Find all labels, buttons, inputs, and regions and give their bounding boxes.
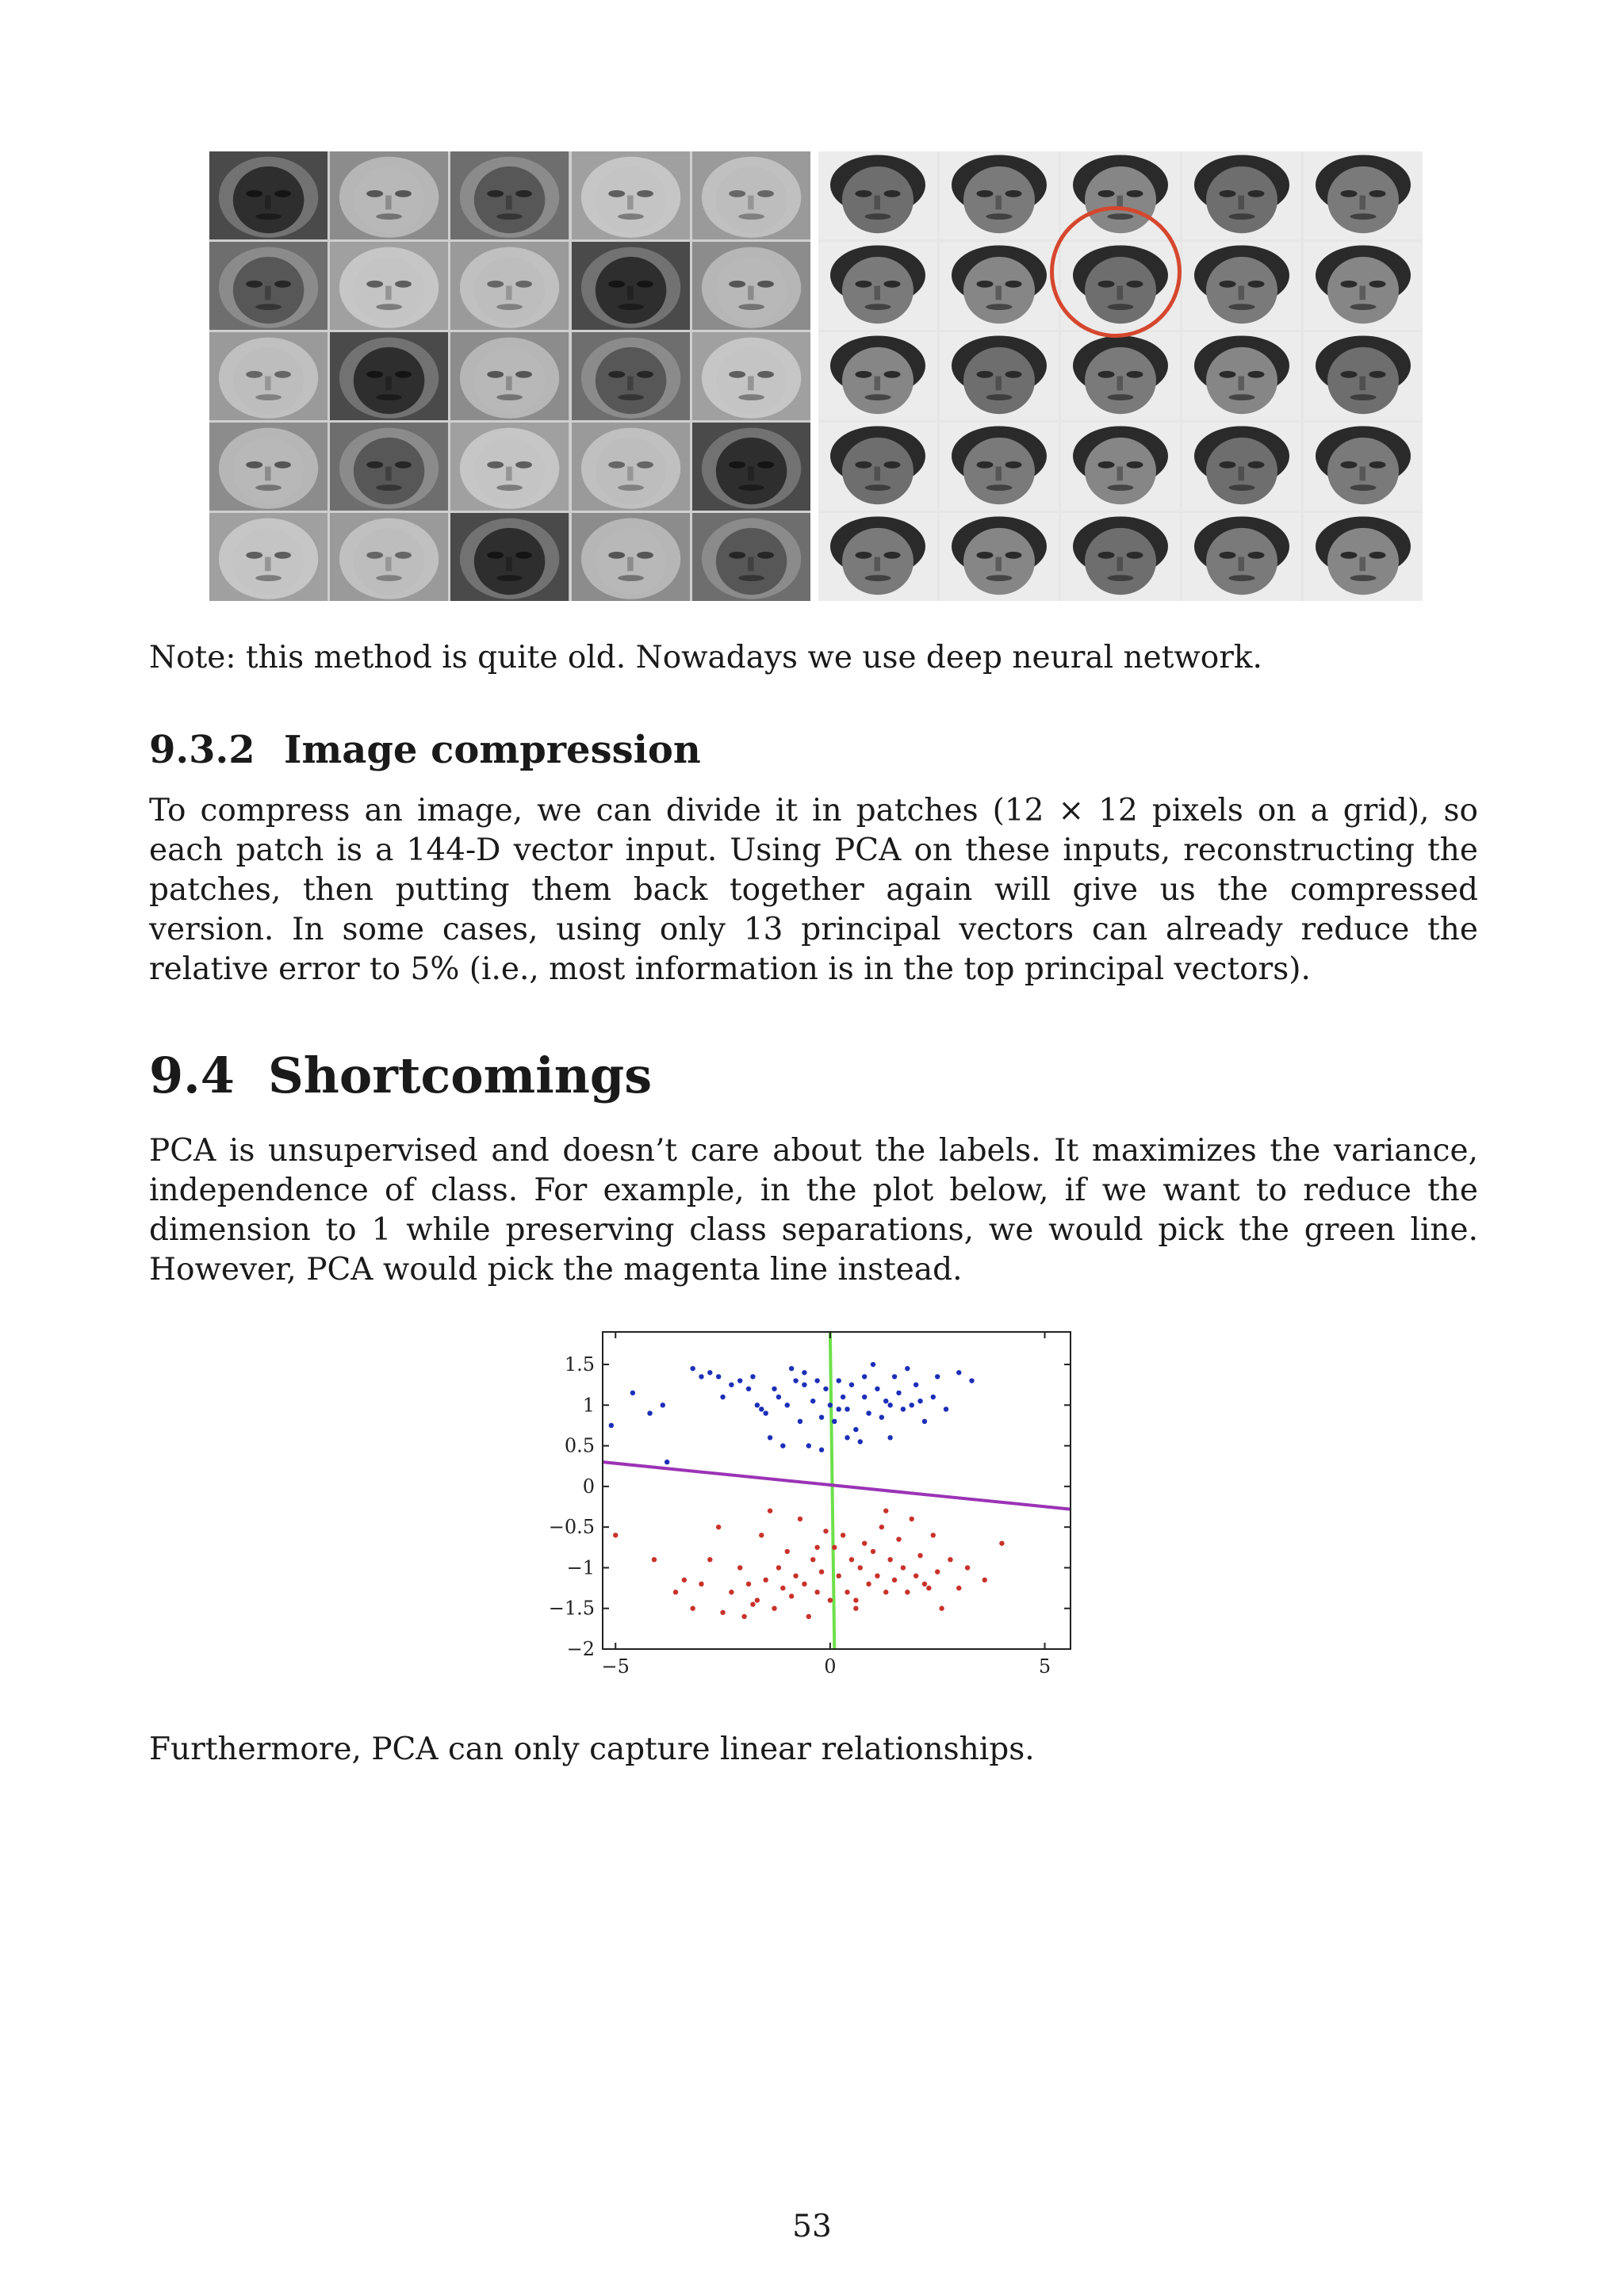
red-data-point xyxy=(845,1590,849,1594)
blue-data-point xyxy=(707,1370,712,1375)
blue-data-point xyxy=(768,1435,772,1440)
blue-data-point xyxy=(699,1374,703,1379)
red-data-point xyxy=(896,1536,901,1541)
eigenface-cell xyxy=(572,423,690,511)
section-title: Shortcomings xyxy=(268,1047,653,1104)
red-data-point xyxy=(793,1573,798,1578)
red-data-point xyxy=(772,1606,776,1611)
reconstructed-face-cell xyxy=(940,242,1059,330)
blue-data-point xyxy=(759,1406,764,1411)
blue-data-point xyxy=(845,1435,849,1440)
blue-data-point xyxy=(883,1399,888,1403)
reconstructed-face-cell xyxy=(818,513,937,601)
reconstructed-face-cell xyxy=(1182,513,1301,601)
blue-data-point xyxy=(802,1382,806,1387)
red-data-point xyxy=(806,1614,811,1619)
blue-data-point xyxy=(690,1366,695,1371)
reconstructed-face-cell xyxy=(1304,513,1423,601)
y-tick-label: 1.5 xyxy=(564,1353,595,1376)
red-data-point xyxy=(931,1533,936,1537)
y-tick-label: 0.5 xyxy=(564,1434,595,1457)
red-data-point xyxy=(729,1590,733,1594)
eigenface-cell xyxy=(450,332,569,420)
red-data-point xyxy=(910,1517,914,1521)
red-data-point xyxy=(780,1586,785,1590)
eigenface-cell xyxy=(572,332,690,420)
shortcomings-paragraph: PCA is unsupervised and doesn’t care about the labels. It maximizes the variance, independence of class. For example, in the plot below, if we want to reduce the dimension to 1 while preserving class separations, we would pick the green line. However, PCA would pick the magenta line instead. xyxy=(149,1133,1478,1288)
y-tick-label: 1 xyxy=(582,1394,595,1417)
eigenface-cell xyxy=(692,332,810,420)
blue-data-point xyxy=(837,1378,841,1383)
red-data-point xyxy=(785,1549,790,1554)
red-data-point xyxy=(707,1557,712,1562)
note-paragraph: Note: this method is quite old. Nowadays we use deep neural network. xyxy=(149,640,1262,675)
section-heading-shortcomings xyxy=(149,1047,652,1104)
highlight-circle xyxy=(1050,206,1182,338)
reconstructed-face-cell xyxy=(818,423,937,511)
blue-data-point xyxy=(750,1374,755,1379)
eigenface-cell xyxy=(692,242,810,330)
reconstructed-face-cell xyxy=(940,423,1059,511)
red-data-point xyxy=(776,1565,781,1570)
reconstructed-face-cell xyxy=(1061,513,1180,601)
eigenface-cell xyxy=(209,513,327,601)
blue-data-point xyxy=(910,1402,914,1407)
blue-data-point xyxy=(935,1374,940,1379)
eigenface-cell xyxy=(330,332,448,420)
red-data-point xyxy=(965,1565,970,1570)
red-data-point xyxy=(682,1578,687,1582)
eigenface-cell xyxy=(330,151,448,239)
red-data-point xyxy=(866,1582,871,1586)
eigenface-cell xyxy=(572,513,690,601)
y-tick-label: 0 xyxy=(582,1475,595,1498)
blue-data-point xyxy=(647,1410,652,1415)
red-data-point xyxy=(871,1549,875,1554)
red-data-point xyxy=(819,1569,824,1574)
blue-data-point xyxy=(828,1402,833,1407)
blue-data-point xyxy=(956,1370,961,1375)
reconstructed-face-cell xyxy=(818,242,937,330)
blue-data-point xyxy=(793,1378,798,1383)
reconstructed-face-cell xyxy=(1182,332,1301,420)
red-data-point xyxy=(892,1578,897,1582)
red-data-point xyxy=(914,1573,918,1578)
red-data-point xyxy=(935,1569,940,1574)
blue-data-point xyxy=(776,1395,781,1399)
eigenface-cell xyxy=(330,242,448,330)
eigenfaces-grid xyxy=(209,151,810,601)
red-data-point xyxy=(673,1590,678,1594)
eigenface-cell xyxy=(330,423,448,511)
reconstructed-face-cell xyxy=(1061,332,1180,420)
red-data-point xyxy=(832,1545,837,1550)
reconstructed-face-cell xyxy=(1182,423,1301,511)
reconstructed-face-cell xyxy=(940,513,1059,601)
blue-data-point xyxy=(892,1374,897,1379)
red-data-point xyxy=(956,1586,961,1590)
eigenface-cell xyxy=(450,242,569,330)
blue-data-point xyxy=(871,1362,875,1367)
blue-data-point xyxy=(716,1374,721,1379)
blue-data-point xyxy=(862,1374,867,1379)
red-data-point xyxy=(823,1529,828,1533)
blue-data-point xyxy=(789,1366,794,1371)
blue-data-point xyxy=(931,1395,936,1399)
red-data-point xyxy=(939,1606,944,1611)
eigenface-cell xyxy=(692,423,810,511)
blue-data-point xyxy=(823,1387,828,1391)
blue-data-point xyxy=(665,1460,669,1464)
red-data-point xyxy=(750,1601,755,1606)
blue-data-point xyxy=(785,1402,790,1407)
reconstructed-face-cell xyxy=(1304,423,1423,511)
furthermore-paragraph: Furthermore, PCA can only capture linear relationships. xyxy=(149,1732,1035,1767)
red-data-point xyxy=(999,1540,1004,1545)
eigenface-cell xyxy=(692,513,810,601)
section-title: Image compression xyxy=(284,728,701,772)
section-heading-image-compression xyxy=(149,728,701,772)
blue-data-point xyxy=(849,1382,854,1387)
red-data-point xyxy=(948,1557,952,1562)
red-data-point xyxy=(828,1598,833,1602)
red-data-point xyxy=(814,1545,819,1550)
blue-data-point xyxy=(819,1448,824,1452)
red-data-point xyxy=(789,1594,794,1598)
blue-data-point xyxy=(661,1402,665,1407)
blue-data-point xyxy=(841,1395,845,1399)
red-data-point xyxy=(837,1573,841,1578)
red-data-point xyxy=(814,1590,819,1594)
y-tick-label: −1 xyxy=(566,1556,595,1579)
blue-data-point xyxy=(832,1419,837,1424)
blue-data-point xyxy=(896,1391,901,1395)
red-data-point xyxy=(737,1565,742,1570)
y-tick-label: −0.5 xyxy=(548,1516,595,1539)
red-data-point xyxy=(652,1557,657,1562)
reconstructed-face-cell xyxy=(1182,151,1301,239)
blue-data-point xyxy=(969,1378,974,1383)
red-data-point xyxy=(879,1525,884,1529)
blue-data-point xyxy=(755,1402,760,1407)
red-data-point xyxy=(853,1598,858,1602)
blue-data-point xyxy=(944,1406,948,1411)
red-data-point xyxy=(917,1553,922,1558)
blue-data-point xyxy=(630,1391,635,1395)
eigenface-cell xyxy=(692,151,810,239)
blue-data-point xyxy=(772,1387,776,1391)
red-data-point xyxy=(768,1508,772,1513)
blue-data-point xyxy=(866,1410,871,1415)
blue-data-point xyxy=(887,1435,892,1440)
eigenface-cell xyxy=(572,242,690,330)
blue-data-point xyxy=(746,1387,751,1391)
eigenface-cell xyxy=(330,513,448,601)
red-data-point xyxy=(862,1540,867,1545)
blue-data-point xyxy=(914,1382,918,1387)
blue-data-point xyxy=(609,1423,614,1428)
blue-data-point xyxy=(922,1419,927,1424)
blue-data-point xyxy=(901,1406,906,1411)
reconstructed-face-cell xyxy=(940,151,1059,239)
red-data-point xyxy=(613,1533,618,1537)
red-data-point xyxy=(849,1557,854,1562)
red-data-point xyxy=(858,1565,863,1570)
red-data-point xyxy=(810,1557,815,1562)
eigenface-cell xyxy=(450,513,569,601)
blue-data-point xyxy=(729,1382,733,1387)
red-data-point xyxy=(926,1586,931,1590)
y-tick-label: −2 xyxy=(566,1638,595,1660)
reconstructed-face-cell xyxy=(940,332,1059,420)
red-data-point xyxy=(699,1582,703,1586)
blue-data-point xyxy=(837,1406,841,1411)
blue-data-point xyxy=(875,1387,879,1391)
reconstructed-face-cell xyxy=(818,151,937,239)
blue-data-point xyxy=(845,1406,849,1411)
red-data-point xyxy=(841,1533,845,1537)
red-data-point xyxy=(922,1582,927,1586)
x-tick-label: 0 xyxy=(824,1655,837,1678)
red-data-point xyxy=(746,1582,751,1586)
red-data-point xyxy=(887,1557,892,1562)
red-data-point xyxy=(802,1582,806,1586)
x-tick-label: −5 xyxy=(601,1655,630,1678)
blue-data-point xyxy=(798,1419,802,1424)
red-data-point xyxy=(901,1565,906,1570)
red-data-point xyxy=(763,1578,768,1582)
red-data-point xyxy=(883,1508,888,1513)
reconstructed-face-cell xyxy=(1304,332,1423,420)
blue-data-point xyxy=(720,1395,725,1399)
red-data-point xyxy=(883,1590,888,1594)
eigenface-cell xyxy=(209,332,327,420)
blue-data-point xyxy=(879,1414,884,1419)
red-data-point xyxy=(905,1590,910,1594)
blue-data-point xyxy=(853,1427,858,1432)
eigenface-cell xyxy=(450,423,569,511)
blue-data-point xyxy=(737,1378,742,1383)
blue-data-point xyxy=(887,1402,892,1407)
section-number: 9.3.2 xyxy=(149,728,255,772)
red-data-point xyxy=(982,1578,987,1582)
page-number: 53 xyxy=(792,2209,832,2244)
x-tick-label: 5 xyxy=(1038,1655,1051,1678)
blue-data-point xyxy=(905,1366,910,1371)
reconstructed-face-cell xyxy=(1061,423,1180,511)
magenta-projection-line xyxy=(603,1462,1071,1509)
blue-data-point xyxy=(780,1443,785,1448)
blue-data-point xyxy=(802,1370,806,1375)
red-data-point xyxy=(853,1606,858,1611)
red-data-point xyxy=(798,1517,802,1521)
blue-data-point xyxy=(814,1378,819,1383)
y-tick-label: −1.5 xyxy=(548,1597,595,1620)
blue-data-point xyxy=(763,1410,768,1415)
red-data-point xyxy=(759,1533,764,1537)
red-data-point xyxy=(755,1598,760,1602)
blue-data-point xyxy=(810,1399,815,1403)
reconstructed-face-cell xyxy=(1304,242,1423,330)
reconstructed-face-cell xyxy=(1182,242,1301,330)
blue-data-point xyxy=(806,1443,811,1448)
red-data-point xyxy=(720,1610,725,1615)
pca-scatter-chart xyxy=(523,1316,1078,1689)
eigenface-cell xyxy=(209,423,327,511)
compression-paragraph: To compress an image, we can divide it in patches (12 × 12 pixels on a grid), so each patch is a 144-D vector input. Using PCA on these inputs, reconstructing the patches, then putting them back together again will give us the compressed version. In some cases, using only 13 principal vectors can already reduce the relative error to 5% (i.e., most information is in the top principal vectors). xyxy=(149,793,1478,987)
eigenface-cell xyxy=(572,151,690,239)
red-data-point xyxy=(741,1614,746,1619)
red-data-point xyxy=(875,1573,879,1578)
eigenface-cell xyxy=(450,151,569,239)
blue-data-point xyxy=(917,1399,922,1403)
blue-data-point xyxy=(858,1439,863,1444)
eigenface-cell xyxy=(209,242,327,330)
eigenface-cell xyxy=(209,151,327,239)
blue-data-point xyxy=(862,1395,867,1399)
section-number: 9.4 xyxy=(149,1047,235,1104)
red-data-point xyxy=(690,1606,695,1611)
red-data-point xyxy=(716,1525,721,1529)
reconstructed-face-cell xyxy=(818,332,937,420)
blue-data-point xyxy=(819,1414,824,1419)
reconstructed-face-cell xyxy=(1304,151,1423,239)
